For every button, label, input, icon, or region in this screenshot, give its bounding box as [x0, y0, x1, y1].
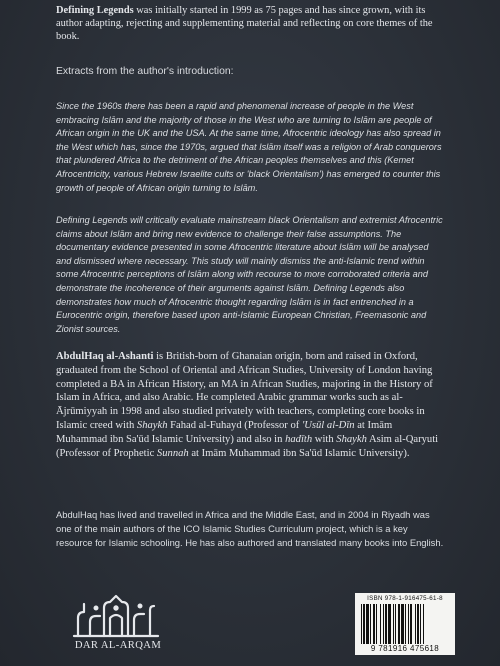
bio-italic: hadīth: [285, 433, 313, 445]
extract-paragraph-2: Defining Legends will critically evaluate mainstream black Orientalism and extremist Afrocentric claims about Islām and bring new evidence to challenge their false assumptions. The documentary evidence presented in some Afrocentric literature about Islām will be analysed and dismissed where necessary. This study will mainly dismiss the anti-Islamic trend within some Afrocentric perceptions of Islām along with recourse to more corroborated criteria and demonstrate the incoherence of their arguments against Islām. Defining Legends also demonstrates how much of Afrocentric thought regarding Islām is in fact entrenched in a Eurocentric origin, therefore based upon anti-Islamic European Christian, Freemasonic and Zionist sources.: [56, 215, 443, 334]
barcode-bar: [423, 604, 424, 644]
barcode-bar: [410, 604, 412, 644]
barcode-bar: [393, 604, 394, 644]
book-title: Defining Legends: [56, 5, 134, 16]
barcode-bar: [373, 604, 375, 644]
publisher-logo-icon: [70, 592, 162, 640]
barcode-bar: [370, 604, 371, 644]
barcode-bar: [388, 604, 391, 644]
author-bio: [56, 350, 446, 460]
bio-text: at Imām Muhammad ibn Sa'ūd Islamic University) and also in: [56, 419, 393, 445]
extract-paragraph-1: Since the 1960s there has been a rapid and phenomenal increase of people in the West embracing Islām and the majority of those in the West who are turning to Islām are people of African origin in the UK and the USA. At the same time, Afrocentric ideology has also spread in the West which has, since the 1970s, argued that Islām itself was a religion of Arab conquerors that plundered Africa to the detriment of the African peoples themselves and this (Kemet Afrocentricity, various Hebrew Israelite cults or 'black Orientalism') has emerged to counter this growth of people of African origin turning to Islām.: [56, 101, 442, 193]
bio-italic: 'Usūl al-Dīn: [301, 419, 355, 431]
isbn-label: ISBN 978-1-916475-61-8: [367, 595, 443, 602]
intro-paragraph: [56, 4, 446, 44]
barcode-bar: [366, 604, 369, 644]
bio-text: Asim al-Qaryuti (Professor of Prophetic: [56, 433, 439, 459]
barcode-bar: [401, 604, 404, 644]
barcode-bar: [420, 604, 421, 644]
publisher-name: DAR AL-ARQAM: [74, 640, 162, 651]
bio-text: with: [312, 433, 337, 445]
barcode-bar: [415, 604, 416, 644]
barcode-number: 9 781916 475618: [370, 644, 440, 653]
bio-text: Fahad al-Fuhayd (Professor of: [167, 419, 302, 431]
barcode-bar: [398, 604, 400, 644]
barcode-bar: [380, 604, 381, 644]
author-name: AbdulHaq al-Ashanti: [56, 351, 154, 362]
bio-italic: Shaykh: [136, 419, 168, 431]
extracts-header: Extracts from the author's introduction:: [56, 66, 234, 77]
author-bio-2: AbdulHaq has lived and travelled in Africa and the Middle East, and in 2004 in Riyadh was one of the main authors of the ICO Islamic Studies Curriculum project, which is a key resource for Islamic schooling. He has also authored and translated many books into English.: [56, 509, 444, 548]
barcode-bar: [417, 604, 419, 644]
barcode-bar: [385, 604, 387, 644]
bio-text: at Imām Muhammad ibn Sa'ūd Islamic University).: [188, 447, 410, 459]
intro-text: was initially started in 1999 as 75 pages and has since grown, with its author adapting, rejecting and supplementing material and reflecting on core themes of the book.: [56, 5, 433, 43]
barcode-bar: [405, 604, 406, 644]
barcode-bar: [376, 604, 377, 644]
barcode-bar: [363, 604, 365, 644]
barcode-bar: [361, 604, 362, 644]
barcode-bars-icon: [361, 604, 449, 644]
bio-text: is British-born of Ghanaian origin, born and raised in Oxford, graduated from the School of Oriental and African Studies, University of London having completed a BA in African History, an MA in African Studies, majoring in the History of Islam in Africa, and also Arabic. He completed Arabic grammar works such as al-Ājrūmiyyah in 1998 and also studied privately with teachers, completing core books in Islamic creed with: [56, 351, 433, 431]
barcode-bar: [395, 604, 396, 644]
barcode-bar: [383, 604, 384, 644]
bio-italic: Sunnah: [156, 447, 189, 459]
bio-italic: Shaykh: [336, 433, 367, 445]
barcode-bar: [408, 604, 409, 644]
barcode: [355, 593, 455, 655]
